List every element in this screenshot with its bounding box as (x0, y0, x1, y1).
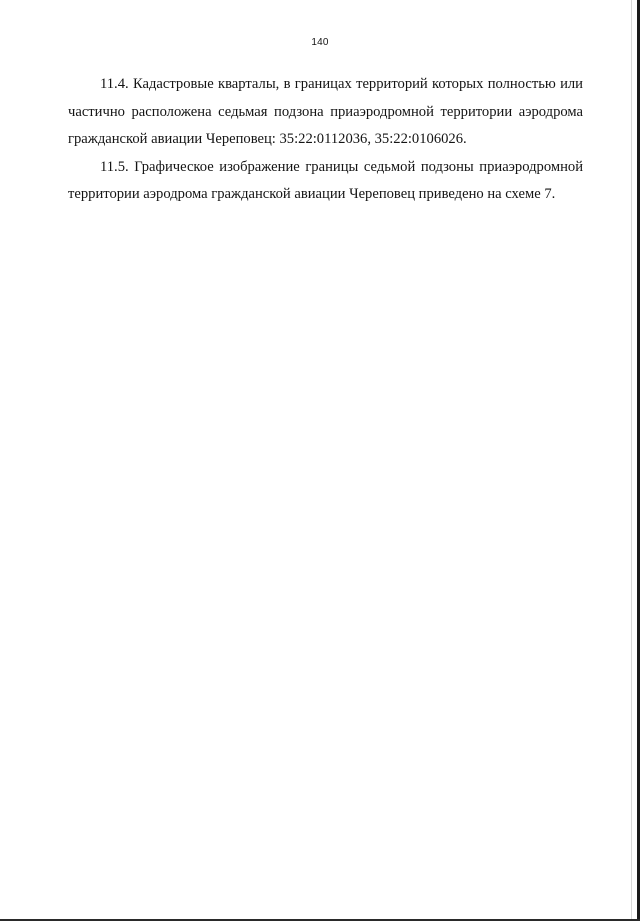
paragraph-11-4: 11.4. Кадастровые кварталы, в границах территорий которых полностью или частично расположена седьмая подзона приаэродромной территории аэродрома гражданской авиации Череповец: 35:22:0112036, 35:22:0106026. (68, 76, 583, 147)
page-number: 140 (311, 37, 329, 48)
scan-edge-shadow (631, 0, 632, 921)
paragraph-11-5: 11.5. Графическое изображение границы седьмой подзоны приаэродромной территории аэродрома гражданской авиации Череповец приведено на схеме 7. (68, 158, 583, 202)
document-body (68, 71, 583, 209)
